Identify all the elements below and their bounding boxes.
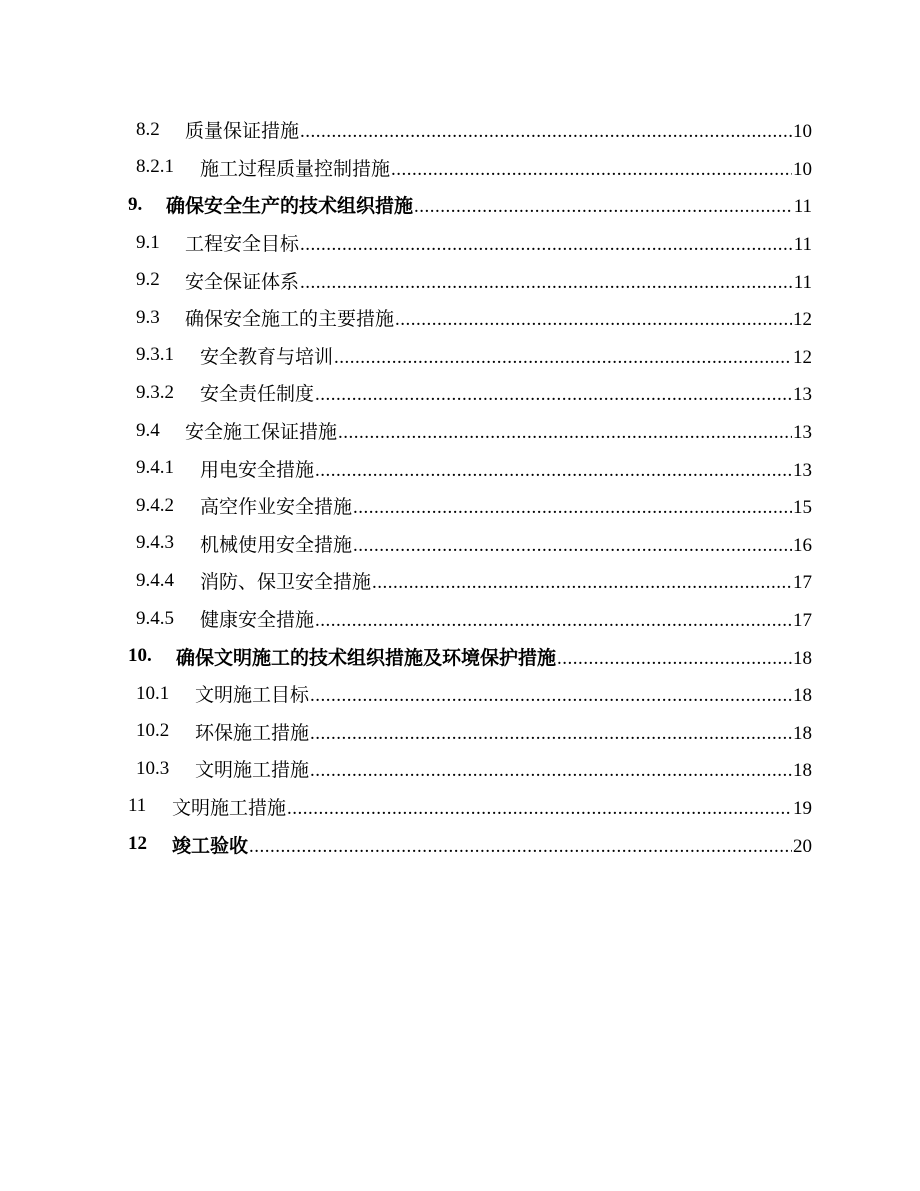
toc-page: 12 [793,309,812,331]
toc-entry-text [195,680,812,707]
toc-entry-text [185,229,812,256]
toc-entry-9-4-2[interactable] [0,487,920,525]
toc-entry-text [185,304,812,331]
toc-page: 17 [793,610,812,632]
toc-entry-9-4-3[interactable] [0,525,920,563]
dot-leader [414,196,793,218]
toc-title: 消防、保卫安全措施 [200,572,372,594]
toc-page: 13 [793,422,812,444]
toc-page: 16 [793,534,812,556]
toc-entry-text [185,116,812,143]
dot-leader [287,798,792,820]
toc-number: 10.1 [136,682,170,704]
toc-title: 确保文明施工的技术组织措施及环境保护措施 [176,647,557,669]
dot-leader [557,648,792,670]
toc-entry-10-3[interactable] [0,750,920,788]
toc-page: 12 [793,346,812,368]
toc-page: 20 [793,835,812,857]
toc-entry-9[interactable] [0,186,920,224]
toc-number: 9.4.2 [136,494,174,516]
toc-number: 9.4.4 [136,569,174,591]
toc-number: 9. [128,193,143,215]
toc-number: 8.2.1 [136,156,174,178]
toc-entry-text [200,342,812,369]
toc-number: 9.2 [136,269,160,291]
toc-entry-text [200,379,812,406]
toc-entry-11[interactable] [0,788,920,826]
toc-entry-9-3-2[interactable] [0,374,920,412]
toc-entry-10-1[interactable] [0,675,920,713]
toc-entry-text [172,831,812,858]
toc-title: 确保安全施工的主要措施 [185,309,395,331]
toc-title: 机械使用安全措施 [200,534,353,556]
toc-number: 9.4.5 [136,607,174,629]
toc-entry-text [166,191,812,218]
toc-number: 9.3 [136,306,160,328]
toc-page: 18 [793,647,812,669]
toc-entry-text [200,492,812,519]
toc-title: 竣工验收 [172,835,249,857]
toc-title: 确保安全生产的技术组织措施 [166,196,414,218]
toc-entry-text [195,718,812,745]
dot-leader [310,685,792,707]
toc-entry-8-2[interactable] [0,111,920,149]
dot-leader [315,610,792,632]
toc-page: 15 [793,497,812,519]
toc-number: 9.4.1 [136,457,174,479]
toc-entry-text [200,567,812,594]
toc-page: 13 [793,384,812,406]
dot-leader [315,384,792,406]
toc-number: 9.4.3 [136,532,174,554]
toc-entry-text [185,267,812,294]
toc-number: 9.1 [136,231,160,253]
dot-leader [310,723,792,745]
toc-entry-text [200,154,812,181]
toc-entry-10[interactable] [0,637,920,675]
toc-page: 10 [793,158,812,180]
toc-number: 12 [128,833,147,855]
toc-page: 11 [793,271,812,293]
toc-number: 10.3 [136,757,170,779]
dot-leader [338,422,792,444]
toc-page: 11 [793,196,812,218]
toc-entry-text [195,755,812,782]
dot-leader [300,121,792,143]
toc-entry-text [200,530,812,557]
toc-page: 18 [793,685,812,707]
table-of-contents [0,111,920,863]
dot-leader [395,309,792,331]
toc-number: 9.4 [136,419,160,441]
dot-leader [315,460,792,482]
toc-page: 10 [793,121,812,143]
toc-entry-text [185,417,812,444]
toc-title: 安全责任制度 [200,384,315,406]
toc-title: 质量保证措施 [185,121,300,143]
dot-leader [372,572,792,594]
toc-title: 安全保证体系 [185,271,300,293]
toc-title: 健康安全措施 [200,610,315,632]
toc-entry-text [172,793,812,820]
toc-entry-9-4-1[interactable] [0,449,920,487]
toc-title: 安全教育与培训 [200,346,334,368]
toc-page: 19 [793,797,812,819]
toc-title: 环保施工措施 [195,722,310,744]
toc-number: 9.3.1 [136,344,174,366]
toc-page: 13 [793,459,812,481]
dot-leader [353,497,792,519]
toc-entry-9-4-4[interactable] [0,562,920,600]
toc-title: 高空作业安全措施 [200,497,353,519]
toc-entry-9-4[interactable] [0,412,920,450]
toc-entry-9-1[interactable] [0,224,920,262]
toc-number: 8.2 [136,118,160,140]
toc-entry-9-3[interactable] [0,299,920,337]
toc-number: 10. [128,645,152,667]
toc-page: 18 [793,722,812,744]
dot-leader [353,535,792,557]
dot-leader [249,836,792,858]
toc-title: 文明施工目标 [195,685,310,707]
dot-leader [310,760,792,782]
dot-leader [391,159,792,181]
toc-entry-8-2-1[interactable] [0,149,920,187]
toc-title: 文明施工措施 [172,797,287,819]
dot-leader [300,234,793,256]
toc-entry-text [176,643,812,670]
toc-entry-text [200,605,812,632]
toc-entry-10-2[interactable] [0,713,920,751]
toc-page: 17 [793,572,812,594]
toc-number: 10.2 [136,720,170,742]
toc-number: 9.3.2 [136,381,174,403]
toc-title: 施工过程质量控制措施 [200,158,391,180]
dot-leader [334,347,792,369]
toc-title: 安全施工保证措施 [185,422,338,444]
toc-entry-12[interactable] [0,825,920,863]
toc-entry-9-4-5[interactable] [0,600,920,638]
toc-entry-9-2[interactable] [0,261,920,299]
toc-entry-9-3-1[interactable] [0,337,920,375]
toc-entry-text [200,455,812,482]
toc-page: 18 [793,760,812,782]
toc-number: 11 [128,795,147,817]
dot-leader [300,272,793,294]
toc-title: 用电安全措施 [200,459,315,481]
toc-page: 11 [793,234,812,256]
toc-title: 文明施工措施 [195,760,310,782]
toc-title: 工程安全目标 [185,234,300,256]
